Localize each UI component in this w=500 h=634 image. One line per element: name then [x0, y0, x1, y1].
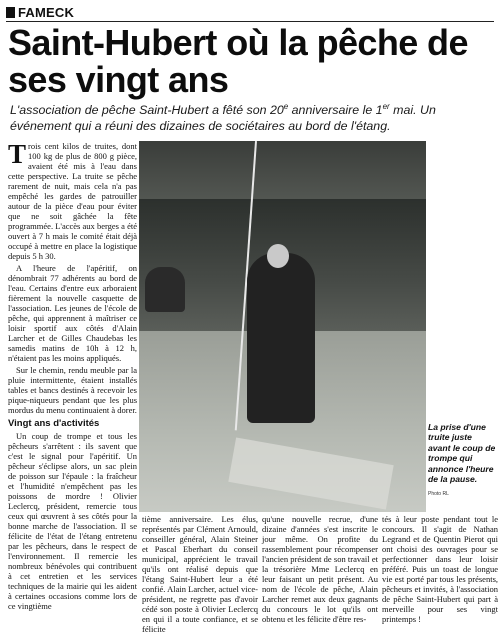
photo-fisher	[247, 253, 315, 423]
article-photo	[139, 141, 426, 512]
photo-background-fisher	[145, 267, 185, 312]
lead-sup-1: e	[283, 102, 289, 111]
paragraph-2: A l'heure de l'apéritif, on dénombrait 77 adhérents au bord de l'eau. Certains d'entre eux arboraient fièrement la nouvelle casquette de l'association. Les jeunes de l'école de pêche, qui apprennent à maîtriser ce loisir sportif aux côtés d'Alain Larcher et de Gilles Chaudebas les samedis matins de 10h à 12 h, n'étaient pas les moins appliqués.	[8, 263, 137, 363]
paragraph-3: Sur le chemin, rendu meuble par la pluie intermittente, étaient installés tables et bancs destinés à recevoir les pique-niqueurs pendant que les plus mordus du menu continuaient à dorer.	[8, 365, 137, 415]
photo-credit: Photo RL	[428, 491, 449, 497]
paragraph-1	[8, 141, 137, 261]
bottom-column-1-text: tième anniversaire. Les élus, représentés par Clément Arnould, conseiller général, Alain Steiner et Pascal Eberhart du conseil municipal, apprécient le travail qu'ils ont réalisé depuis que l'étang Saint-Hubert leur a été confié. Alain Larcher, actuel vice-président, ne regrette pas d'avoir cédé son poste à Olivier Leclercq en qui il a toute confiance, et se félicite	[142, 514, 258, 634]
bottom-column-3	[382, 514, 498, 624]
headline: Saint-Hubert où la pêche de ses vingt ans	[8, 22, 468, 100]
photo-fisher-head	[267, 244, 289, 268]
paragraph-4: Un coup de trompe et tous les pêcheurs s'arrêtent : ils savent que c'est le signal pour l'apéritif. Un pêcheur s'éclipse alors, un sac plein de poisson sur l'épaule : la fraîcheur et l'humidité n'empêchent pas les poissons de mordre ! Olivier Leclercq, président, remercie tous ceux qui œuvrent à ses côtés pour la bonne marche de l'association. Il se félicite de l'état de l'étang entretenu par les pêcheurs, dans le respect de l'environnement. Il remercie les nombreux bénévoles qui contribuent à cet entretien et les services techniques de la mairie qui les aident à certaines occasions comme lors de ce vingtième	[8, 431, 137, 611]
subheading: Vingt ans d'activités	[8, 418, 100, 429]
lead-sup-2: er	[382, 102, 390, 111]
lead-text-2: anniversaire le 1	[288, 103, 383, 118]
left-column	[8, 141, 137, 613]
drop-cap: T	[8, 139, 27, 169]
bottom-column-3-text: tés à leur poste pendant tout le concours. Il s'agit de Nathan Legrand et de Quentin Pierot qui ont choisi des ouvrages pour se perfectionner dans leur loisir préféré. Puis un toast de longue vie est porté par tous les présents, pêcheurs et invités, à l'association de pêche Saint-Hubert qui part à merveille pour ses vingt printemps !	[382, 514, 498, 624]
section-name: FAMECK	[18, 5, 75, 20]
section-tag	[6, 5, 74, 20]
photo-caption: La prise d'une truite juste avant le coup de trompe qui annonce l'heure de la pause.	[428, 422, 496, 485]
paragraph-1-text: rois cent kilos de truites, dont 100 kg de plus de 800 g pièce, avaient été mis à l'eau dans cette perspective. La truite se pêche rarement de nuit, mais cela n'a pas empêché les gardes de patrouiller autour de la pièce d'eau pour éviter que ne soit gâchée la fête programmée. L'accès aux berges a été ouvert à 7 h mais le comité était déjà occupé à mettre en place la logistique depuis 5 h 30.	[8, 141, 137, 261]
lead-paragraph	[10, 99, 496, 134]
lead-text-1: L'association de pêche Saint-Hubert a fêté son 20	[10, 103, 284, 118]
bottom-column-2	[262, 514, 378, 624]
bottom-column-2-text: qu'une nouvelle recrue, d'une dizaine d'années s'est inscrite le jour même. On profite du rassemblement pour récompenser l'ancien président de son travail et la trésorière Mme Leclercq en leur faisant un petit présent. Au nom de l'école de pêche, Alain Larcher remet aux deux gagnants du concours le lot qu'ils ont obtenu et les félicite d'être res-	[262, 514, 378, 624]
lead-text-3: mai. Un événement qui a réuni des dizaines de sociétaires au bord de l'étang.	[10, 103, 436, 134]
section-square-marker	[6, 7, 15, 18]
bottom-column-1	[142, 514, 258, 634]
